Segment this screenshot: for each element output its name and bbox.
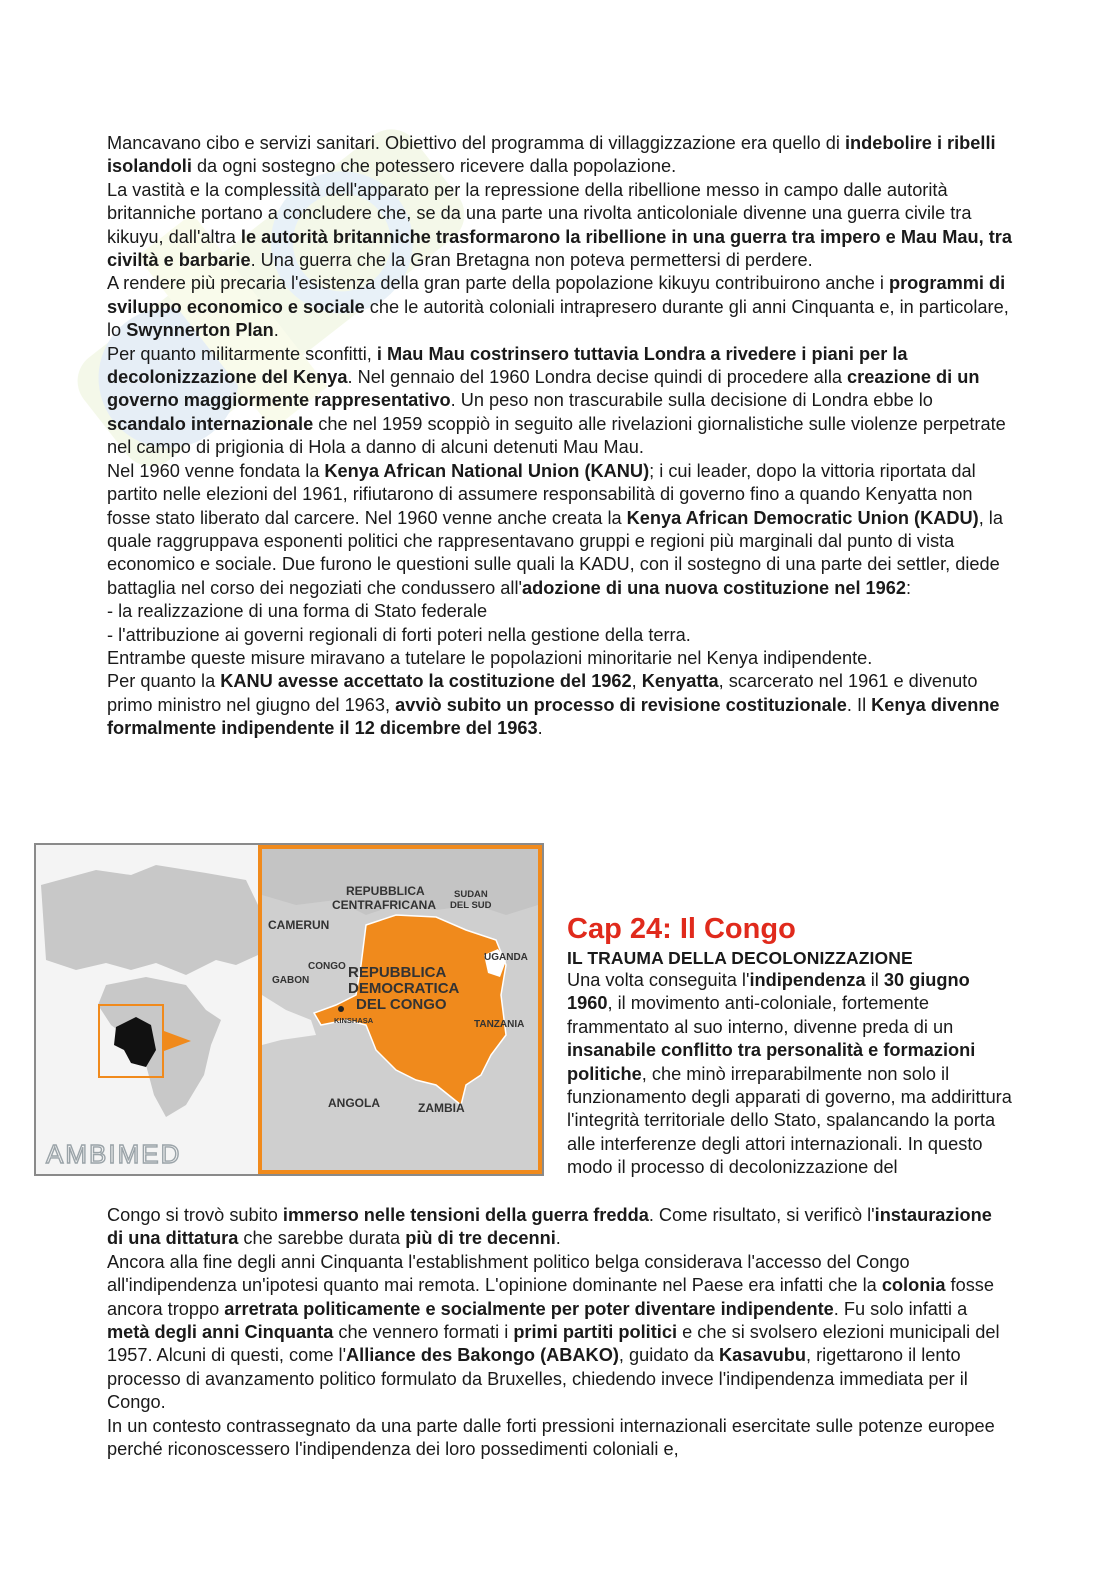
main-text-bottom [107, 1204, 1012, 1461]
map-label-cameroon: CAMERUN [268, 918, 330, 932]
kinshasa-marker [338, 1006, 344, 1012]
paragraph-contesto: In un contesto contrassegnato da una parte dalle forti pressioni internazionali esercitate sulle potenze europee perché riconoscessero l'indipendenza dei loro possedimenti coloniali e, [107, 1415, 995, 1460]
paragraph-villaggizzazione: Mancavano cibo e servizi sanitari. Obiettivo del programma di villaggizzazione era quello di indebolire i ribelli isolandoli da ogni sostegno che potessero ricevere dalla popolazione. [107, 133, 996, 177]
paragraph-kanu-kadu: Nel 1960 venne fondata la Kenya African National Union (KANU); i cui leader, dopo la vittoria riportata dal partito nelle elezioni del 1961, rifiutarono di assumere responsabilità di governo fino a quando Kenyatta non fosse stato liberato dal carcere. Nel 1960 venne anche creata la Kenya African Democratic Union (KADU), la quale raggruppava esponenti politici che rappresentavano gruppi e regioni più marginali dal punto di vista economico e sociale. Due furono le questioni sulle quali la KADU, con il sostegno di una parte dei settler, diede battaglia nel corso dei negoziati che condussero all'adozione di una nuova costituzione nel 1962: [107, 460, 1003, 598]
map-label-zambia: ZAMBIA [418, 1101, 465, 1115]
map-label-angola: ANGOLA [328, 1096, 380, 1110]
paragraph-decolonizzazione-kenya: Per quanto militarmente sconfitti, i Mau Mau costrinsero tuttavia Londra a rivedere i piani per la decolonizzazione del Kenya. Nel gennaio del 1960 Londra decise quindi di procedere alla creazione di un governo maggiormente rappresentativo. Un peso non trascurabile sulla decisione di Londra ebbe lo scandalo internazionale che nel 1959 scoppiò in seguito alle rivelazioni giornalistiche sulle violenze perpetrate nel campo di prigionia di Hola a danno di alcuni detenuti Mau Mau. [107, 343, 1006, 458]
congo-map-figure [34, 843, 544, 1176]
map-label-drc-2: DEMOCRATICA [348, 980, 460, 997]
list-item: - la realizzazione di una forma di Stato federale [107, 601, 488, 622]
chapter-title: Cap 24: Il Congo [567, 913, 796, 945]
map-label-sudan-1: SUDAN [454, 889, 488, 900]
paragraph-misure: Entrambe queste misure miravano a tutelare le popolazioni minoritarie nel Kenya indipendente. [107, 647, 873, 668]
map-label-tanzania: TANZANIA [474, 1019, 525, 1030]
list-item: - l'attribuzione ai governi regionali di forti poteri nella gestione della terra. [107, 624, 691, 645]
congo-map [36, 845, 542, 1174]
main-text-top [107, 132, 1012, 741]
ambimed-logo: AMBIMED [46, 1139, 182, 1169]
eurasia-shape [41, 865, 258, 975]
chapter-section [567, 911, 1012, 1180]
chapter-subtitle: IL TRAUMA DELLA DECOLONIZZAZIONE [567, 948, 913, 968]
map-label-car-2: CENTRAFRICANA [332, 898, 436, 912]
map-label-congo: CONGO [308, 961, 346, 972]
paragraph-indipendenza-kenya: Per quanto la KANU avesse accettato la costituzione del 1962, Kenyatta, scarcerato nel 1961 e divenuto primo ministro nel giugno del 1963, avviò subito un processo di revisione costituzionale. Il Kenya divenne formalmente indipendente il 12 dicembre del 1963. [107, 671, 1000, 739]
chapter-intro-paragraph: Una volta conseguita l'indipendenza il 30 giugno 1960, il movimento anti-coloniale, fortemente frammentato al suo interno, divenne preda di un insanabile conflitto tra personalità e formazioni politiche, che minò irreparabilmente non solo il funzionamento degli apparati di governo, ma addirittura l'integrità territoriale dello Stato, spalancando la porta alle interferenze degli attori internazionali. In questo modo il processo di decolonizzazione del [567, 970, 1012, 1178]
paragraph-guerra-fredda: Congo si trovò subito immerso nelle tensioni della guerra fredda. Come risultato, si verificò l'instaurazione di una dittatura che sarebbe durata più di tre decenni. [107, 1205, 992, 1249]
map-label-drc-1: REPUBBLICA [348, 964, 447, 981]
paragraph-sviluppo: A rendere più precaria l'esistenza della gran parte della popolazione kikuyu contribuirono anche i programmi di sviluppo economico e sociale che le autorità coloniali intrapresero durante gli anni Cinquanta e, in particolare, lo Swynnerton Plan. [107, 273, 1009, 341]
map-label-sudan-2: DEL SUD [450, 900, 492, 911]
map-label-uganda: UGANDA [484, 952, 528, 963]
map-label-drc-3: DEL CONGO [356, 996, 447, 1013]
paragraph-repressione: La vastità e la complessità dell'apparato per la repressione della ribellione messo in campo dalle autorità britanniche portano a concludere che, se da una parte una rivolta anticoloniale divenne una guerra civile tra kikuyu, dall'altra le autorità britanniche trasformarono la ribellione in una guerra tra impero e Mau Mau, tra civiltà e barbarie. Una guerra che la Gran Bretagna non poteva permettersi di perdere. [107, 179, 1012, 271]
map-label-gabon: GABON [272, 975, 310, 986]
paragraph-establishment-belga: Ancora alla fine degli anni Cinquanta l'establishment politico belga considerava l'accesso del Congo all'indipendenza un'ipotesi quanto mai remota. L'opinione dominante nel Paese era infatti che la colonia fosse ancora troppo arretrata politicamente e socialmente per poter diventare indipendente. Fu solo infatti a metà degli anni Cinquanta che vennero formati i primi partiti politici e che si svolsero elezioni municipali del 1957. Alcuni di questi, come l'Alliance des Bakongo (ABAKO), guidato da Kasavubu, rigettarono il lento processo di avanzamento politico formulato da Bruxelles, chiedendo invece l'indipendenza immediata per il Congo. [107, 1251, 1000, 1413]
map-label-car-1: REPUBBLICA [346, 884, 425, 898]
map-label-kinshasa: KINSHASA [334, 1016, 374, 1025]
